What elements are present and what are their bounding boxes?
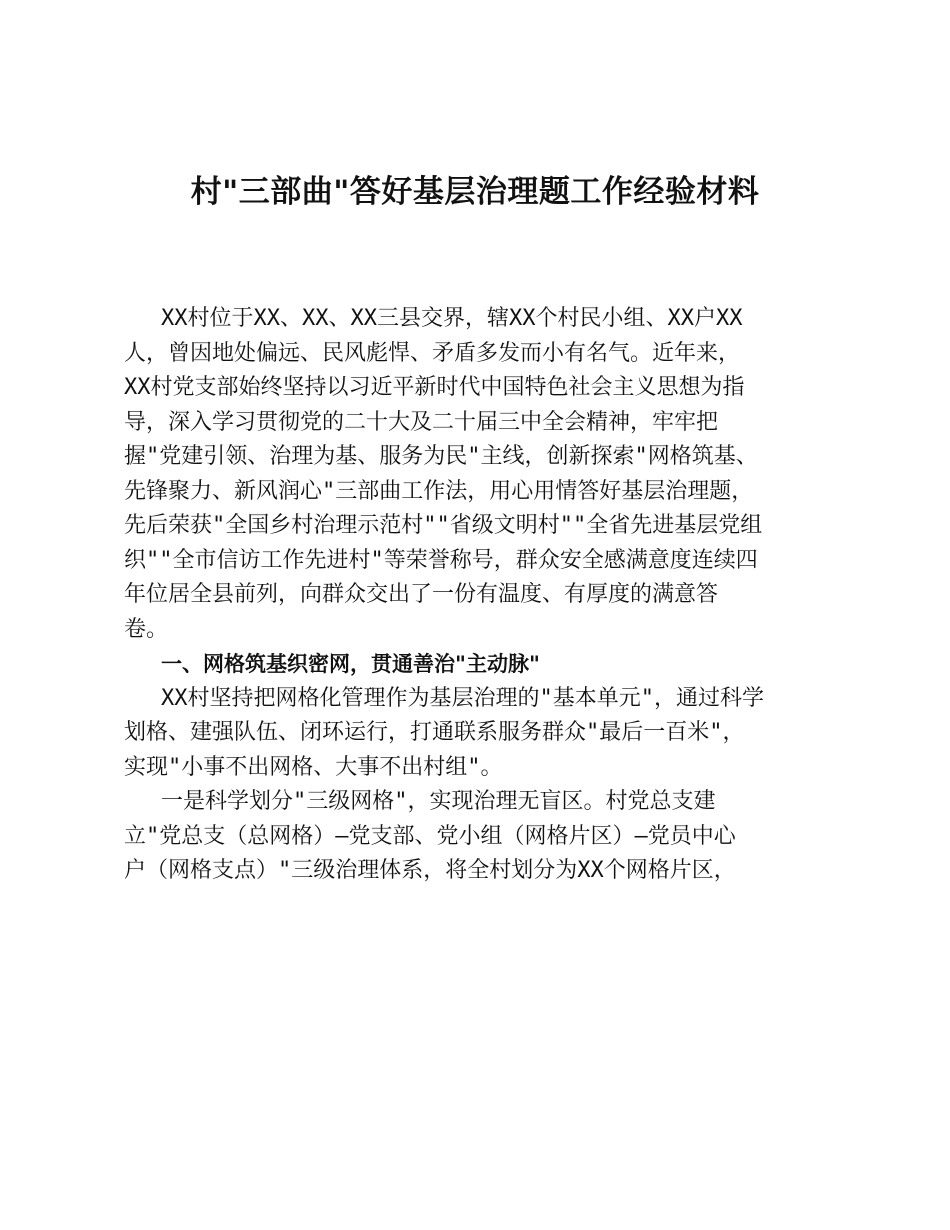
paragraph-line: 人，曾因地处偏远、民风彪悍、矛盾多发而小有名气。近年来，: [124, 340, 741, 366]
paragraph-line: 户（网格支点）"三级治理体系，将全村划分为XX个网格片区，: [124, 858, 736, 883]
intro-paragraph: [124, 302, 834, 647]
paragraph-line: 立"党总支（总网格）—党支部、党小组（网格片区）—党员中心: [124, 823, 736, 849]
paragraph-line: 织""全市信访工作先进村"等荣誉称号，群众安全感满意度连续四: [124, 547, 758, 573]
paragraph-line: 握"党建引领、治理为基、服务为民"主线，创新探索"网格筑基、: [124, 444, 758, 469]
paragraph-line: 先后荣获"全国乡村治理示范村""省级文明村""全省先进基层党组: [124, 513, 763, 538]
section-heading: 一、网格筑基织密网，贯通善治"主动脉": [161, 652, 540, 676]
paragraph-line: 卷。: [124, 616, 169, 642]
section1-paragraph: [124, 682, 834, 786]
document-body: [124, 302, 834, 889]
document-title: 村"三部曲"答好基层治理题工作经验材料: [190, 174, 760, 210]
paragraph-line: 导，深入学习贯彻党的二十大及二十届三中全会精神，牢牢把: [124, 409, 719, 435]
paragraph-line: 实现"小事不出网格、大事不出村组"。: [124, 754, 503, 780]
paragraph-line: 一是科学划分"三级网格"，实现治理无盲区。村党总支建: [161, 789, 716, 814]
paragraph-line: XX村位于XX、XX、XX三县交界，辖XX个村民小组、XX户XX: [161, 306, 743, 331]
item1-paragraph: [124, 785, 834, 889]
paragraph-line: XX村坚持把网格化管理作为基层治理的"基本单元"，通过科学: [161, 685, 764, 711]
paragraph-line: XX村党支部始终坚持以习近平新时代中国特色社会主义思想为指: [124, 375, 745, 400]
paragraph-line: 年位居全县前列，向群众交出了一份有温度、有厚度的满意答: [124, 582, 719, 607]
paragraph-line: 先锋聚力、新风润心"三部曲工作法，用心用情答好基层治理题，: [124, 478, 754, 504]
paragraph-line: 划格、建强队伍、闭环运行，打通联系服务群众"最后一百米"，: [124, 720, 745, 745]
